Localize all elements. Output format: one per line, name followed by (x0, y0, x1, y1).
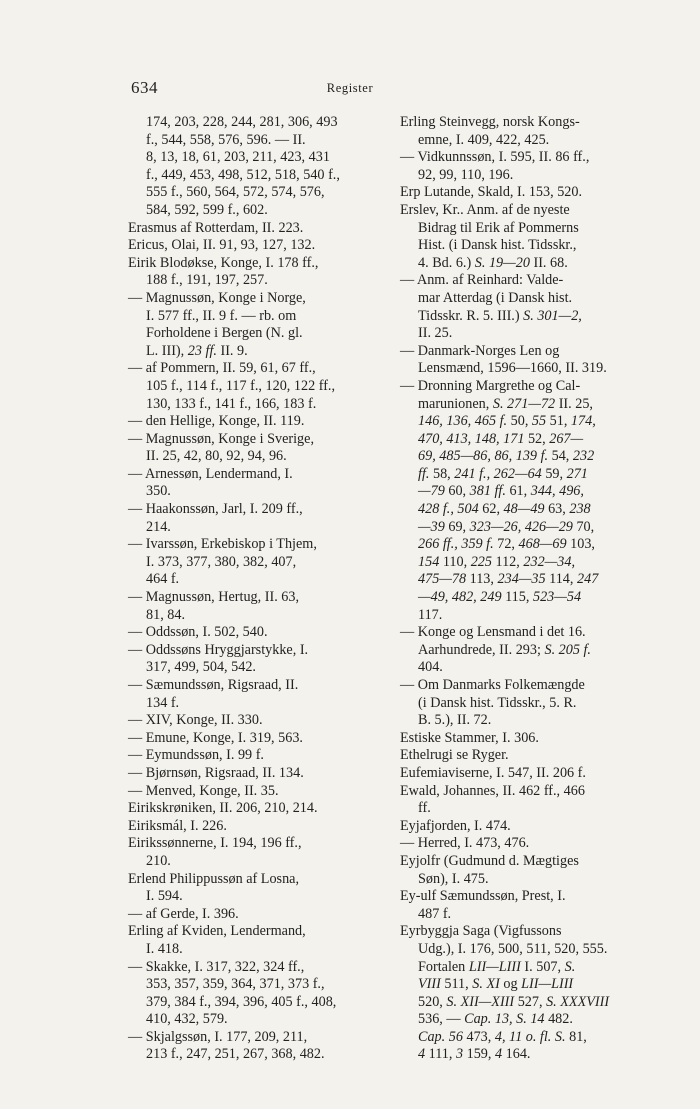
index-line: — Konge og Lensmand i det 16. (400, 624, 586, 641)
index-line: — Sæmundssøn, Rigsraad, II. (128, 677, 299, 693)
index-line: 146, 136, 465 f. 50, 55 51, 174, (418, 413, 596, 430)
index-line: 350. (146, 483, 171, 500)
index-line: — af Gerde, I. 396. (128, 905, 239, 922)
index-line: 188 f., 191, 197, 257. (146, 272, 268, 289)
index-line: 214. (146, 518, 171, 535)
running-head: Register (326, 81, 374, 95)
index-line: 428 f., 504 62, 48—49 63, 238 (418, 501, 591, 518)
index-line: Eirikssønnerne, I. 194, 196 ff., (128, 835, 302, 852)
index-line: 174, 203, 228, 244, 281, 306, 493 (146, 114, 338, 130)
index-line: — Magnussøn, Hertug, II. 63, (128, 589, 300, 606)
index-line: Erlend Philippussøn af Losna, (128, 870, 300, 887)
index-line: Eirikskrøniken, II. 206, 210, 214. (128, 800, 318, 817)
index-line: 470, 413, 148, 171 52, 267— (418, 430, 584, 447)
index-line: Aarhundrede, II. 293; S. 205 f. (418, 641, 591, 658)
index-line: Ericus, Olai, II. 91, 93, 127, 132. (128, 237, 316, 254)
index-line: I. 418. (146, 940, 183, 957)
index-line: — Skjalgssøn, I. 177, 209, 211, (128, 1028, 308, 1045)
index-line: 266 ff., 359 f. 72, 468—69 103, (418, 536, 595, 553)
index-line: Ey-ulf Sæmundssøn, Prest, I. (400, 888, 566, 905)
index-line: — Ivarssøn, Erkebiskop i Thjem, (128, 536, 317, 553)
index-line: — Om Danmarks Folkemængde (400, 677, 585, 693)
page-number: 634 (131, 78, 158, 97)
index-line: Udg.), I. 176, 500, 511, 520, 555. (418, 940, 608, 957)
index-line: B. 5.), II. 72. (418, 712, 492, 729)
index-line: 92, 99, 110, 196. (418, 166, 514, 183)
index-line: Eyrbyggja Saga (Vigfussons (400, 923, 562, 940)
index-line: 464 f. (146, 571, 180, 588)
index-line: L. III), 23 ff. II. 9. (146, 342, 248, 359)
index-line: 134 f. (146, 694, 180, 711)
index-line: 8, 13, 18, 61, 203, 211, 423, 431 (146, 149, 330, 166)
index-line: Erslev, Kr.. Anm. af de nyeste (400, 201, 570, 218)
index-line: Bidrag til Erik af Pommerns (418, 219, 579, 236)
index-line: 353, 357, 359, 364, 371, 373 f., (146, 976, 325, 993)
index-line: Erasmus af Rotterdam, II. 223. (128, 219, 304, 236)
index-line: f., 449, 453, 498, 512, 518, 540 f., (146, 166, 340, 183)
index-line: I. 373, 377, 380, 382, 407, (146, 553, 297, 570)
index-line: I. 577 ff., II. 9 f. — rb. om (146, 307, 297, 324)
index-line: 555 f., 560, 564, 572, 574, 576, (146, 184, 325, 201)
index-line: 4. Bd. 6.) S. 19—20 II. 68. (418, 254, 568, 271)
index-line: —79 60, 381 ff. 61, 344, 496, (418, 483, 584, 500)
index-line: — Menved, Konge, II. 35. (128, 782, 279, 799)
index-line: — Dronning Margrethe og Cal- (400, 377, 581, 394)
index-line: f., 544, 558, 576, 596. — II. (146, 131, 306, 148)
index-line: Eyjafjorden, I. 474. (400, 817, 511, 834)
index-line: Tidsskr. R. 5. III.) S. 301—2, (418, 307, 582, 324)
index-line: 105 f., 114 f., 117 f., 120, 122 ff., (146, 377, 336, 394)
index-line: Hist. (i Dansk hist. Tidsskr., (418, 237, 577, 254)
index-line: ff. 58, 241 f., 262—64 59, 271 (418, 465, 588, 482)
index-line: marunionen, S. 271—72 II. 25, (418, 395, 593, 412)
index-line: Erling Steinvegg, norsk Kongs- (400, 114, 580, 130)
index-line: emne, I. 409, 422, 425. (418, 131, 550, 148)
index-line: — af Pommern, II. 59, 61, 67 ff., (128, 360, 316, 377)
index-line: 475—78 113, 234—35 114, 247 (418, 571, 599, 588)
index-line: 213 f., 247, 251, 267, 368, 482. (146, 1046, 325, 1063)
index-line: Eiriksmál, I. 226. (128, 817, 227, 834)
index-line: 520, S. XII—XIII 527, S. XXXVIII (418, 993, 610, 1010)
index-line: 154 110, 225 112, 232—34, (418, 553, 576, 570)
index-column-right (400, 114, 648, 1064)
index-line: 487 f. (418, 905, 452, 922)
index-line: ff. (418, 800, 431, 817)
index-line: — Oddssøn, I. 502, 540. (128, 624, 268, 641)
index-line: VIII 511, S. XI og LII—LIII (418, 976, 574, 993)
index-line: — Magnussøn, Konge i Sverige, (128, 430, 314, 447)
index-line: I. 594. (146, 888, 183, 905)
index-line: — Skakke, I. 317, 322, 324 ff., (128, 958, 305, 975)
index-line: — Arnessøn, Lendermand, I. (128, 465, 293, 482)
index-line: — den Hellige, Konge, II. 119. (128, 413, 305, 430)
index-line: II. 25, 42, 80, 92, 94, 96. (146, 448, 287, 465)
index-line: Erling af Kviden, Lendermand, (128, 923, 306, 940)
index-line: 210. (146, 852, 171, 869)
index-line: — Vidkunnssøn, I. 595, II. 86 ff., (400, 149, 590, 166)
index-line: 69, 485—86, 86, 139 f. 54, 232 (418, 448, 595, 465)
index-line: — Magnussøn, Konge i Norge, (128, 289, 306, 306)
index-line: 584, 592, 599 f., 602. (146, 201, 268, 218)
index-line: Eyjolfr (Gudmund d. Mægtiges (400, 852, 579, 869)
index-line: mar Atterdag (i Dansk hist. (418, 289, 573, 306)
index-line: — Herred, I. 473, 476. (400, 835, 530, 852)
index-line: — Emune, Konge, I. 319, 563. (128, 729, 303, 746)
index-line: 404. (418, 659, 443, 676)
index-line: 379, 384 f., 394, 396, 405 f., 408, (146, 993, 337, 1010)
page-header (0, 78, 700, 102)
index-line: —39 69, 323—26, 426—29 70, (418, 518, 595, 535)
index-line: —49, 482, 249 115, 523—54 (418, 589, 582, 606)
index-line: 4 111, 3 159, 4 164. (418, 1046, 531, 1063)
index-column-left (128, 114, 376, 1064)
index-line: Ethelrugi se Ryger. (400, 747, 509, 764)
index-line: 317, 499, 504, 542. (146, 659, 256, 676)
index-line: Estiske Stammer, I. 306. (400, 729, 539, 746)
index-line: — Oddssøns Hryggjarstykke, I. (128, 641, 309, 658)
index-line: — Danmark-Norges Len og (400, 342, 560, 359)
index-line: Eufemiaviserne, I. 547, II. 206 f. (400, 764, 586, 781)
index-line: — Eymundssøn, I. 99 f. (128, 747, 264, 764)
index-line: — Bjørnsøn, Rigsraad, II. 134. (128, 764, 304, 781)
index-line: 117. (418, 606, 443, 623)
index-line: Erp Lutande, Skald, I. 153, 520. (400, 184, 583, 201)
index-line: — Anm. af Reinhard: Valde- (400, 272, 564, 289)
index-line: 536, — Cap. 13, S. 14 482. (418, 1011, 573, 1028)
index-line: Ewald, Johannes, II. 462 ff., 466 (400, 782, 585, 799)
index-line: II. 25. (418, 325, 453, 342)
index-line: 81, 84. (146, 606, 186, 623)
index-line: Eirik Blodøkse, Konge, I. 178 ff., (128, 254, 319, 271)
index-line: Fortalen LII—LIII I. 507, S. (418, 958, 576, 975)
index-line: 130, 133 f., 141 f., 166, 183 f. (146, 395, 317, 412)
index-line: (i Dansk hist. Tidsskr., 5. R. (418, 694, 577, 711)
index-line: Forholdene i Bergen (N. gl. (146, 325, 303, 342)
index-line: 410, 432, 579. (146, 1011, 228, 1028)
index-line: Lensmænd, 1596—1660, II. 319. (418, 360, 607, 377)
index-line: — XIV, Konge, II. 330. (128, 712, 263, 729)
index-line: Søn), I. 475. (418, 870, 489, 887)
index-line: Cap. 56 473, 4, 11 o. fl. S. 81, (418, 1028, 587, 1045)
index-line: — Haakonssøn, Jarl, I. 209 ff., (128, 501, 303, 518)
